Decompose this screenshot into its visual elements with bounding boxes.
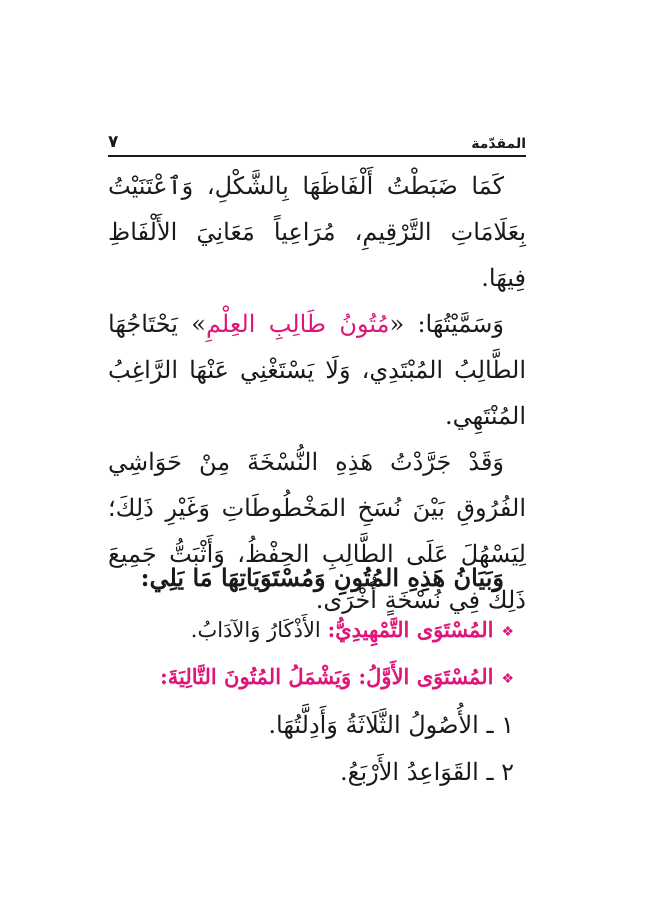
level-preliminary xyxy=(108,613,526,649)
book-title-highlight: مُتُونُ طَالِبِ العِلْمِ xyxy=(205,310,390,338)
page-number: ٧ xyxy=(108,132,119,152)
level-first xyxy=(108,660,526,696)
list-item: ١ ـ الأُصُولُ الثَّلَاثَةُ وَأَدِلَّتُهَا. xyxy=(268,711,514,739)
level-label: المُسْتَوَى التَّمْهِيدِيُّ: xyxy=(327,617,494,642)
paragraph-2-intro: وَسَمَّيْتُهَا: « xyxy=(389,310,504,338)
list-item: ٢ ـ القَوَاعِدُ الأَرْبَعُ. xyxy=(340,758,514,786)
paragraph-1: كَمَا ضَبَطْتُ أَلْفَاظَهَا بِالشَّكْلِ، وَٱعْتَنَيْتُ بِعَلَامَاتِ التَّرْقِيمِ، مُرَاعِياً مَعَانِيَ الأَلْفَاظِ فِيهَا. xyxy=(108,172,526,292)
paragraph-2-rest: » يَحْتَاجُهَا الطَّالِبُ المُبْتَدِي، وَلَا يَسْتَغْنِي عَنْهَا الرَّاغِبُ المُنْتَهِي. xyxy=(108,310,526,430)
header-divider xyxy=(108,155,526,157)
level-text: الأَذْكَارُ وَالآدَابُ. xyxy=(190,618,321,642)
diamond-bullet-icon: ❖ xyxy=(501,623,514,640)
section-heading: وَبَيَانُ هَذِهِ المُتُونِ وَمُسْتَوَيَاتِهَا مَا يَلِي: xyxy=(140,563,504,592)
level-label: المُسْتَوَى الأَوَّلُ: وَيَشْمَلُ المُتُونَ التَّالِيَةَ: xyxy=(160,664,494,689)
diamond-bullet-icon: ❖ xyxy=(501,670,514,687)
chapter-title: المقدّمة xyxy=(471,136,526,152)
paragraph-3: وَقَدْ جَرَّدْتُ هَذِهِ النُّسْخَةَ مِنْ حَوَاشِي الفُرُوقِ بَيْنَ نُسَخِ المَخْطُوطَاتِ وَغَيْرِ ذَلِكَ؛ لِيَسْهُلَ عَلَى الطَّالِبِ الحِفْظُ، وَأَثْبَتُّ جَمِيعَ ذَلِكَ فِي نُسْخَةٍ أُخْرَى. xyxy=(108,448,526,614)
body-text xyxy=(108,163,526,623)
page-header xyxy=(108,128,526,152)
paragraph-2 xyxy=(108,301,526,439)
